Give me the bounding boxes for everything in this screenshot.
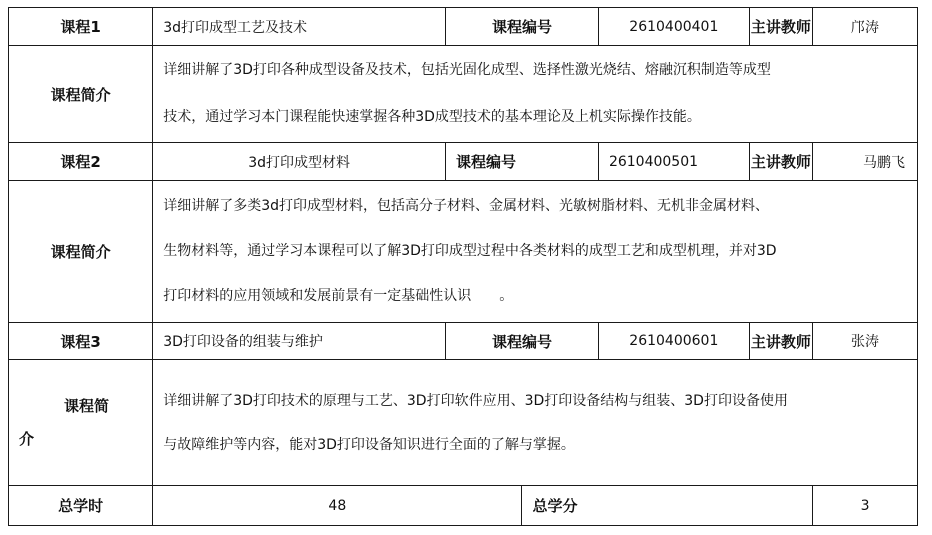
total-credits-label: 总学分 <box>522 486 813 526</box>
course-3-teacher: 张涛 <box>813 323 918 360</box>
total-hours-label: 总学时 <box>9 486 153 526</box>
course-1-label: 课程1 <box>9 8 153 46</box>
course-3-intro-row <box>9 360 918 486</box>
course-3-intro-label <box>9 360 153 486</box>
course-3-intro <box>153 360 918 486</box>
course-2-code: 2610400501 <box>598 143 749 181</box>
course-1-name: 3d打印成型工艺及技术 <box>153 8 446 46</box>
course-2-name: 3d打印成型材料 <box>153 143 446 181</box>
course-1-intro <box>153 46 918 143</box>
course-2-row <box>9 143 918 181</box>
course-3-intro-line-1: 详细讲解了3D打印技术的原理与工艺、3D打印软件应用、3D打印设备结构与组装、3D打印设备使用 <box>163 392 788 409</box>
course-2-intro-row <box>9 181 918 323</box>
course-1-intro-row <box>9 46 918 143</box>
course-2-intro <box>153 181 918 323</box>
course-3-name: 3D打印设备的组装与维护 <box>153 323 446 360</box>
course-1-intro-line-2: 技术，通过学习本门课程能快速掌握各种3D成型技术的基本理论及上机实际操作技能。 <box>163 109 701 125</box>
course-2-intro-line-3: 打印材料的应用领域和发展前景有一定基础性认识 。 <box>163 288 514 304</box>
course-1-teacher-label <box>749 8 812 46</box>
course-1-intro-label: 课程简介 <box>9 46 153 143</box>
course-1-row <box>9 8 918 46</box>
course-3-code-label: 课程编号 <box>446 323 599 360</box>
course-1-intro-line-1: 详细讲解了3D打印各种成型设备及技术，包括光固化成型、选择性激光烧结、熔融沉积制造等成型 <box>163 62 771 78</box>
course-2-teacher: 马鹏飞 <box>813 143 918 181</box>
course-3-label: 课程3 <box>9 323 153 360</box>
total-hours-value: 48 <box>153 486 522 526</box>
course-3-teacher-label: 主讲教师 <box>749 323 812 360</box>
course-3-intro-line-2: 与故障维护等内容，能对3D打印设备知识进行全面的了解与掌握。 <box>163 436 575 453</box>
course-1-code: 2610400401 <box>598 8 749 46</box>
course-3-code: 2610400601 <box>598 323 749 360</box>
course-2-intro-line-1: 详细讲解了多类3d打印成型材料，包括高分子材料、金属材料、光敏树脂材料、无机非金属材料、 <box>163 198 769 214</box>
course-2-code-label: 课程编号 <box>446 143 599 181</box>
course-3-row <box>9 323 918 360</box>
course-3-intro-label-a: 课程简 <box>64 397 110 415</box>
totals-row <box>9 486 918 526</box>
course-2-label: 课程2 <box>9 143 153 181</box>
total-credits-value: 3 <box>813 486 918 526</box>
course-table <box>8 7 918 526</box>
course-2-teacher-label: 主讲教师 <box>749 143 812 181</box>
course-2-intro-line-2: 生物材料等，通过学习本课程可以了解3D打印成型过程中各类材料的成型工艺和成型机理，并对3D <box>163 243 777 259</box>
course-1-code-label: 课程编号 <box>446 8 599 46</box>
course-3-intro-label-b: 介 <box>19 430 35 448</box>
course-1-teacher-label-text: 主讲教师 <box>750 18 811 36</box>
course-2-intro-label: 课程简介 <box>9 181 153 323</box>
course-1-teacher: 邝涛 <box>813 8 918 46</box>
